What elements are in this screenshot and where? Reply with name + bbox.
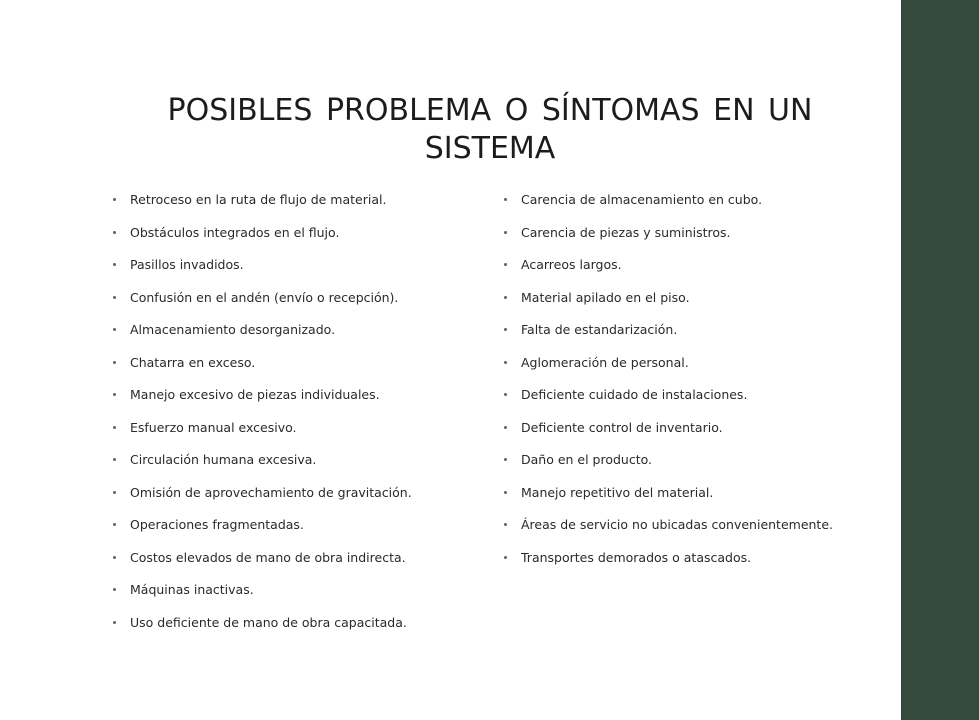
- list-item: [112, 483, 497, 516]
- list-item-text: Obstáculos integrados en el flujo.: [130, 224, 340, 240]
- list-item: [503, 190, 893, 223]
- list-item-text: Carencia de almacenamiento en cubo.: [521, 192, 763, 207]
- slide-title: POSIBLES PROBLEMA O SÍNTOMAS EN UN SISTEMA: [167, 93, 813, 166]
- list-item: [503, 223, 893, 256]
- list-item-text: Acarreos largos.: [521, 257, 622, 272]
- list-item: [503, 515, 893, 548]
- left-symptom-list: [112, 190, 497, 645]
- list-item-text: Omisión de aprovechamiento de gravitación.: [130, 484, 412, 500]
- list-item-text: Chatarra en exceso.: [130, 354, 256, 370]
- list-item-text: Transportes demorados o atascados.: [521, 549, 752, 565]
- list-item-text: Costos elevados de mano de obra indirecta.: [130, 549, 406, 565]
- list-item-text: Esfuerzo manual excesivo.: [130, 419, 297, 435]
- list-item: [503, 483, 893, 516]
- bullet-icon: [504, 458, 507, 461]
- list-item-text: Uso deficiente de mano de obra capacitada.: [130, 614, 407, 630]
- list-item-text: Circulación humana excesiva.: [130, 452, 317, 467]
- bullet-icon: [504, 556, 507, 559]
- bullet-icon: [113, 361, 116, 364]
- bullet-icon: [113, 523, 116, 526]
- bullet-icon: [504, 491, 507, 494]
- list-item-text: Áreas de servicio no ubicadas convenientemente.: [521, 517, 833, 532]
- bullet-icon: [113, 198, 116, 201]
- list-item-text: Falta de estandarización.: [521, 322, 678, 337]
- bullet-icon: [113, 393, 116, 396]
- accent-side-bar: [901, 0, 979, 720]
- list-item: [503, 353, 893, 386]
- list-item: [503, 320, 893, 353]
- bullet-icon: [504, 426, 507, 429]
- list-item: [112, 288, 497, 321]
- bullet-icon: [504, 361, 507, 364]
- list-item: [503, 255, 893, 288]
- bullet-icon: [113, 556, 116, 559]
- list-item: [112, 613, 497, 646]
- list-item-text: Deficiente cuidado de instalaciones.: [521, 387, 748, 402]
- bullet-icon: [504, 523, 507, 526]
- list-item: [112, 385, 497, 418]
- list-item: [112, 353, 497, 386]
- bullet-icon: [113, 621, 116, 624]
- bullet-icon: [113, 491, 116, 494]
- list-item: [112, 320, 497, 353]
- list-item: [112, 580, 497, 613]
- list-item: [112, 255, 497, 288]
- list-item-text: Operaciones fragmentadas.: [130, 517, 304, 532]
- list-item-text: Máquinas inactivas.: [130, 582, 254, 597]
- bullet-icon: [113, 296, 116, 299]
- list-item-text: Material apilado en el piso.: [521, 289, 690, 305]
- list-item-text: Confusión en el andén (envío o recepción).: [130, 289, 399, 305]
- list-item-text: Pasillos invadidos.: [130, 257, 244, 272]
- bullet-icon: [113, 328, 116, 331]
- list-item-text: Carencia de piezas y suministros.: [521, 224, 731, 240]
- bullet-icon: [113, 588, 116, 591]
- list-item-text: Almacenamiento desorganizado.: [130, 322, 336, 337]
- right-symptom-list: [503, 190, 893, 580]
- list-item-text: Manejo excesivo de piezas individuales.: [130, 387, 380, 402]
- list-item-text: Aglomeración de personal.: [521, 354, 689, 370]
- bullet-icon: [504, 263, 507, 266]
- list-item: [112, 515, 497, 548]
- bullet-icon: [113, 458, 116, 461]
- bullet-icon: [504, 198, 507, 201]
- bullet-icon: [504, 328, 507, 331]
- list-item: [503, 418, 893, 451]
- list-item: [503, 385, 893, 418]
- bullet-icon: [113, 426, 116, 429]
- list-item-text: Daño en el producto.: [521, 452, 653, 467]
- list-item: [503, 288, 893, 321]
- list-item: [112, 190, 497, 223]
- list-item-text: Manejo repetitivo del material.: [521, 484, 714, 500]
- bullet-icon: [113, 231, 116, 234]
- list-item-text: Retroceso en la ruta de flujo de material.: [130, 192, 387, 207]
- bullet-icon: [504, 296, 507, 299]
- bullet-icon: [113, 263, 116, 266]
- list-item: [112, 418, 497, 451]
- list-item: [503, 548, 893, 581]
- bullet-icon: [504, 231, 507, 234]
- list-item: [112, 223, 497, 256]
- list-item-text: Deficiente control de inventario.: [521, 419, 723, 435]
- list-item: [112, 450, 497, 483]
- list-item: [503, 450, 893, 483]
- list-item: [112, 548, 497, 581]
- bullet-icon: [504, 393, 507, 396]
